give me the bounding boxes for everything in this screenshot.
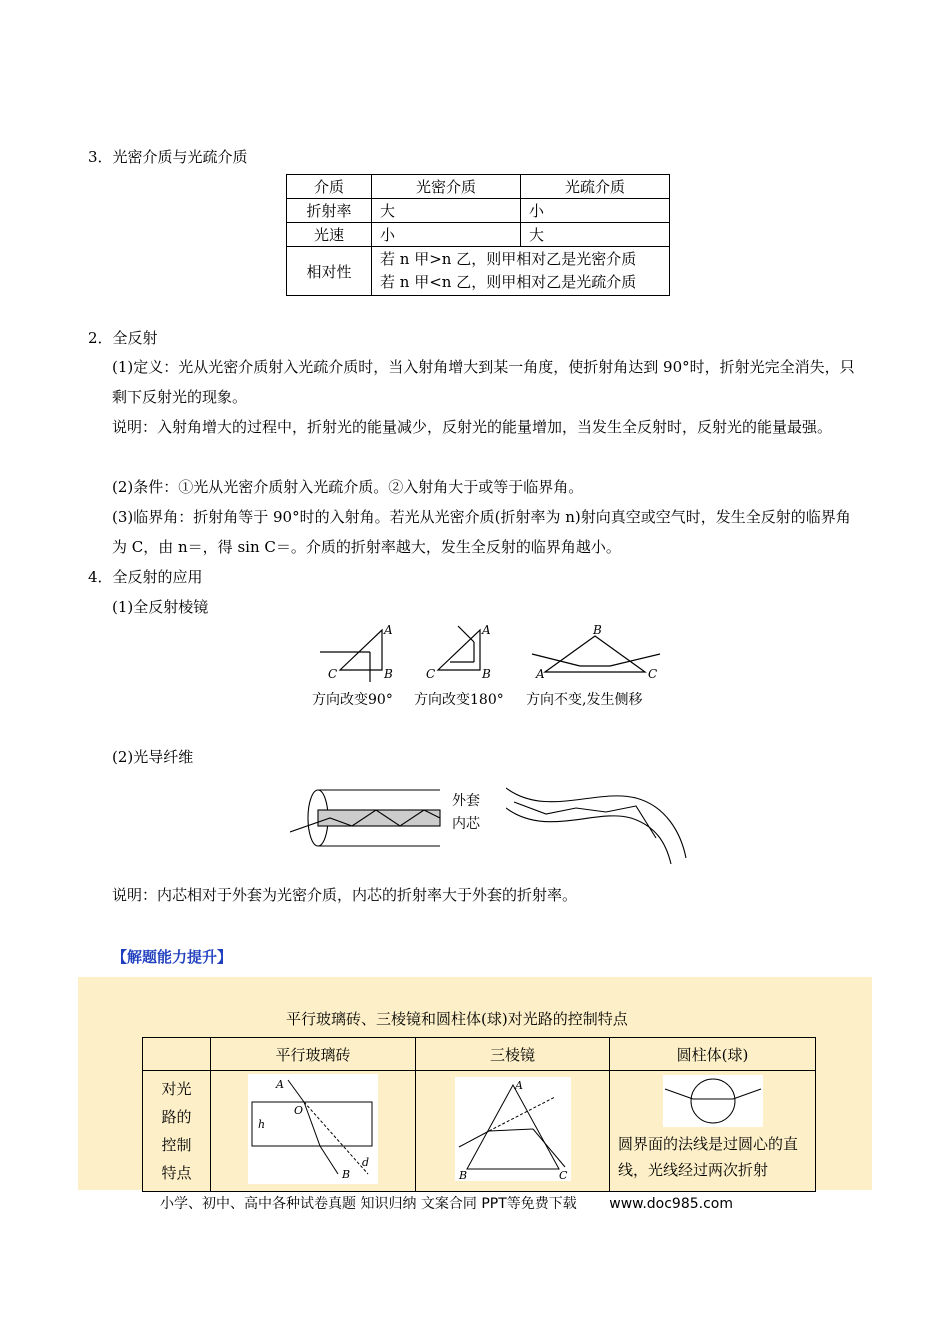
prism-caption-1: 方向改变90° <box>312 692 393 708</box>
svg-text:C: C <box>558 1169 567 1181</box>
svg-text:B: B <box>384 667 393 681</box>
svg-text:C: C <box>648 667 658 681</box>
svg-text:C: C <box>426 667 436 681</box>
relative-line-1: 若 n 甲>n 乙，则甲相对乙是光密介质 <box>380 250 637 268</box>
table-cell: 光速 <box>287 223 372 247</box>
medium-comparison-table <box>286 174 670 296</box>
fiber-title: (2)光导纤维 <box>112 748 194 766</box>
table-header-cell: 光密介质 <box>372 175 521 199</box>
table-cell: 大 <box>521 223 670 247</box>
table-cell: 小 <box>521 199 670 223</box>
table-header-cell: 介质 <box>287 175 372 199</box>
row-label: 对光路的控制特点 <box>143 1071 211 1192</box>
svg-text:d: d <box>362 1156 370 1169</box>
ability-table-title: 平行玻璃砖、三棱镜和圆柱体(球)对光路的控制特点 <box>286 1010 628 1028</box>
critical-angle-paragraph: (3)临界角：折射角等于 90°时的入射角。若光从光密介质(折射率为 n)射向真空或空气时，发生全反射的临界角为 C，由 n＝，得 sin C＝。介质的折射率越大，发生全反射的临界角越小。 <box>112 508 851 556</box>
footer-site-link[interactable]: www.doc985.com <box>609 1196 733 1212</box>
svg-text:B: B <box>482 667 491 681</box>
svg-text:A: A <box>536 667 545 681</box>
condition-paragraph: (2)条件：①光从光密介质射入光疏介质。②入射角大于或等于临界角。 <box>112 478 584 496</box>
table-cell: 折射率 <box>287 199 372 223</box>
fiber-label-sheath: 外套 <box>452 793 480 809</box>
prism-caption-2: 方向改变180° <box>414 692 504 708</box>
optical-fiber-diagram <box>290 780 450 856</box>
curved-fiber-diagram <box>506 778 688 864</box>
svg-text:A: A <box>514 1079 523 1092</box>
fiber-label-core: 内芯 <box>452 816 480 832</box>
footer-description: 小学、初中、高中各种试卷真题 知识归纳 文案合同 PPT等免费下载 <box>160 1196 577 1212</box>
note-paragraph: 说明：入射角增大的过程中，折射光的能量减少，反射光的能量增加，当发生全反射时，反射光的能量最强。 <box>112 418 833 436</box>
table-cell: 相对性 <box>287 247 372 296</box>
cylinder-diagram <box>663 1075 763 1127</box>
cylinder-text: 圆界面的法线是过圆心的直线，光线经过两次折射 <box>618 1135 799 1179</box>
section2-heading: 2．全反射 <box>88 329 158 347</box>
prism-caption-3: 方向不变,发生侧移 <box>526 692 643 708</box>
glass-brick-cell <box>211 1071 416 1192</box>
svg-text:A: A <box>276 1078 284 1091</box>
fiber-note: 说明：内芯相对于外套为光密介质，内芯的折射率大于外套的折射率。 <box>112 886 578 904</box>
svg-text:h: h <box>258 1118 266 1131</box>
prism-title: (1)全反射棱镜 <box>112 598 209 616</box>
svg-text:B: B <box>342 1168 351 1181</box>
svg-text:A: A <box>482 623 491 637</box>
triangular-prism-diagram <box>455 1077 571 1181</box>
cylinder-cell <box>610 1071 816 1192</box>
table-header-cell: 平行玻璃砖 <box>211 1038 416 1071</box>
svg-text:C: C <box>328 667 338 681</box>
table-cell: 大 <box>372 199 521 223</box>
table-header-cell <box>143 1038 211 1071</box>
relative-line-2: 若 n 甲<n 乙，则甲相对乙是光疏介质 <box>380 273 637 291</box>
table-header-cell: 圆柱体(球) <box>610 1038 816 1071</box>
table-cell-relative <box>372 247 670 296</box>
ability-heading: 【解题能力提升】 <box>112 948 233 966</box>
light-path-table <box>142 1037 816 1192</box>
prism-cell <box>416 1071 610 1192</box>
svg-text:A: A <box>384 623 393 637</box>
svg-text:O: O <box>294 1104 304 1117</box>
table-header-cell: 光疏介质 <box>521 175 670 199</box>
table-cell: 小 <box>372 223 521 247</box>
svg-text:B: B <box>458 1169 467 1181</box>
section4-heading: 4．全反射的应用 <box>88 568 203 586</box>
svg-text:B: B <box>593 623 602 637</box>
footer-text <box>160 1193 733 1213</box>
definition-paragraph: (1)定义：光从光密介质射入光疏介质时，当入射角增大到某一角度，使折射角达到 90°时，折射光完全消失，只剩下反射光的现象。 <box>112 358 855 406</box>
table-header-cell: 三棱镜 <box>416 1038 610 1071</box>
glass-brick-diagram <box>248 1074 378 1184</box>
section3-heading: 3．光密介质与光疏介质 <box>88 148 248 166</box>
prism-diagrams <box>310 622 670 688</box>
